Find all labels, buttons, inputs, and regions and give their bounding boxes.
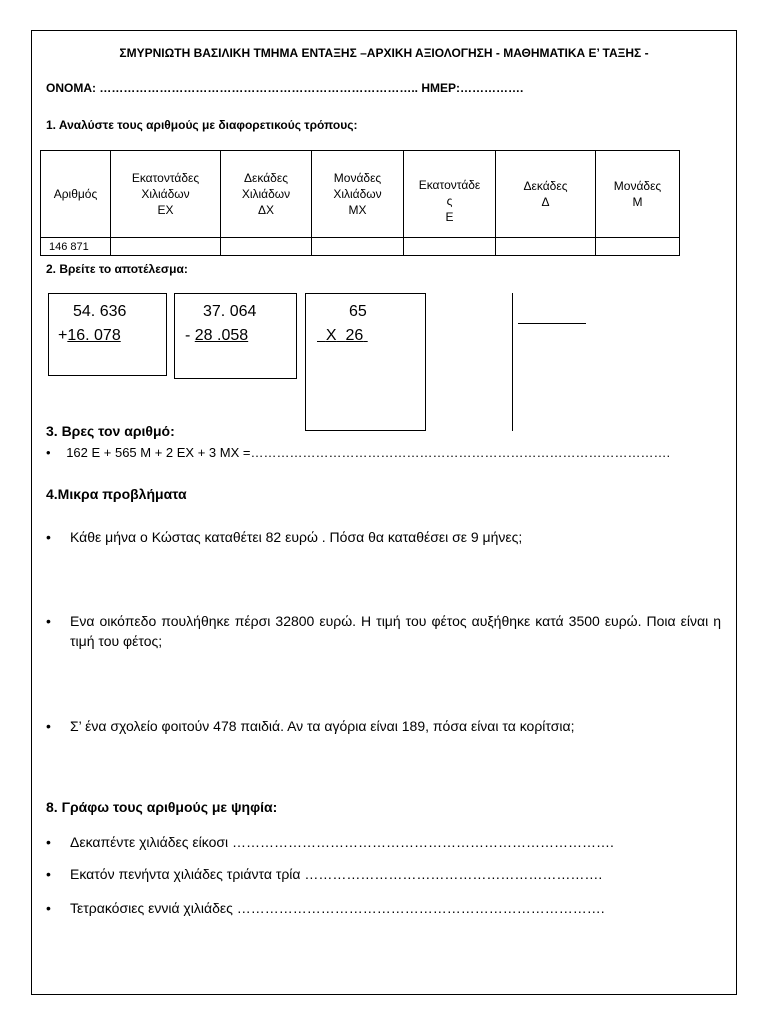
cell-hundreds[interactable] <box>404 238 496 256</box>
bullet-icon: • <box>46 445 51 460</box>
multiplication-box[interactable] <box>305 293 426 431</box>
analysis-table <box>40 150 680 256</box>
subtraction-top: 37. 064 <box>203 303 257 320</box>
col-header-tens: Δεκάδες Δ <box>496 151 596 238</box>
table-row <box>41 238 680 256</box>
times-sign: Χ <box>325 327 337 344</box>
write-number-item[interactable]: Τετρακόσιες εννιά χιλιάδες ……………………………………………………………………. <box>70 900 605 916</box>
cell-number: 146 871 <box>41 238 111 256</box>
division-vertical-line <box>512 293 513 431</box>
col-header-thousands: Μονάδες Χιλιάδων ΜΧ <box>312 151 404 238</box>
addition-top: 54. 636 <box>73 303 127 320</box>
name-blank[interactable]: …………………………………………………………………….. <box>99 81 419 95</box>
section-3-title: 3. Βρες τον αριθμό: <box>46 423 175 439</box>
col-header-units: Μονάδες Μ <box>596 151 680 238</box>
multiplication-bottom: 26 <box>345 327 364 344</box>
date-blank[interactable]: ……………. <box>460 81 524 95</box>
find-number-expression[interactable]: 162 Ε + 565 Μ + 2 ΕΧ + 3 ΜΧ =……………………………………………………………………………………. <box>66 445 671 460</box>
bullet-icon: • <box>46 613 51 629</box>
section-1-title: 1. Αναλύστε τους αριθμούς με διαφορετικούς τρόπους: <box>46 118 358 132</box>
section-8-title: 8. Γράφω τους αριθμούς με ψηφία: <box>46 799 278 815</box>
date-label: ΗΜΕΡ: <box>421 81 461 95</box>
plus-sign: + <box>58 327 68 344</box>
subtraction-bottom-line <box>185 326 248 346</box>
minus-sign: - <box>185 327 195 344</box>
subtraction-box[interactable] <box>174 293 297 379</box>
addition-box[interactable] <box>48 293 167 376</box>
write-number-item[interactable]: Εκατόν πενήντα χιλιάδες τριάντα τρία ………………………………………………………. <box>70 866 603 882</box>
cell-thousands[interactable] <box>312 238 404 256</box>
multiplication-top: 65 <box>349 303 367 320</box>
multiplication-bottom-line <box>317 326 368 346</box>
table-header-row <box>41 151 680 238</box>
cell-units[interactable] <box>596 238 680 256</box>
cell-ten-thousands-hundreds[interactable] <box>111 238 221 256</box>
page-title: ΣΜΥΡΝΙΩΤΗ ΒΑΣΙΛΙΚΗ ΤΜΗΜΑ ΕΝΤΑΞΗΣ –ΑΡΧΙΚΗ ΑΞΙΟΛΟΓΗΣΗ - ΜΑΘΗΜΑΤΙΚΑ Ε’ ΤΑΞΗΣ - <box>119 46 649 60</box>
name-date-line <box>46 81 523 95</box>
col-header-ten-thousands: Δεκάδες Χιλιάδων ΔΧ <box>221 151 312 238</box>
section-3-item <box>46 443 670 463</box>
bullet-icon: • <box>46 834 51 850</box>
addition-bottom: 16. 078 <box>67 327 121 344</box>
bullet-icon: • <box>46 900 51 916</box>
problem-2: Ενα οικόπεδο πουλήθηκε πέρσι 32800 ευρώ. Η τιμή του φέτος αυξήθηκε κατά 3500 ευρώ. Ποια είναι η τιμή του φέτος; <box>70 613 721 649</box>
division-horizontal-line <box>518 323 586 324</box>
col-header-hundreds: Εκατοντάδε ς Ε <box>404 151 496 238</box>
bullet-icon: • <box>46 718 51 734</box>
subtraction-bottom: 28 .058 <box>194 327 249 344</box>
write-number-item[interactable]: Δεκαπέντε χιλιάδες είκοσι ………………………………………………………………………. <box>70 834 614 850</box>
problem-1: Κάθε μήνα ο Κώστας καταθέτει 82 ευρώ . Πόσα θα καταθέσει σε 9 μήνες; <box>70 529 523 545</box>
col-header-ten-thousands-hundreds: Εκατοντάδες Χιλιάδων ΕΧ <box>111 151 221 238</box>
problem-3: Σ’ ένα σχολείο φοιτούν 478 παιδιά. Αν τα αγόρια είναι 189, πόσα είναι τα κορίτσια; <box>70 718 575 734</box>
name-label: ΟΝΟΜΑ: <box>46 81 96 95</box>
section-4-title: 4.Μικρα προβλήματα <box>46 486 187 502</box>
cell-tens[interactable] <box>496 238 596 256</box>
bullet-icon: • <box>46 866 51 882</box>
addition-bottom-line <box>58 326 121 346</box>
cell-ten-thousands[interactable] <box>221 238 312 256</box>
col-header-number: Αριθμός <box>41 151 111 238</box>
bullet-icon: • <box>46 529 51 545</box>
section-2-title: 2. Βρείτε το αποτέλεσμα: <box>46 262 188 276</box>
